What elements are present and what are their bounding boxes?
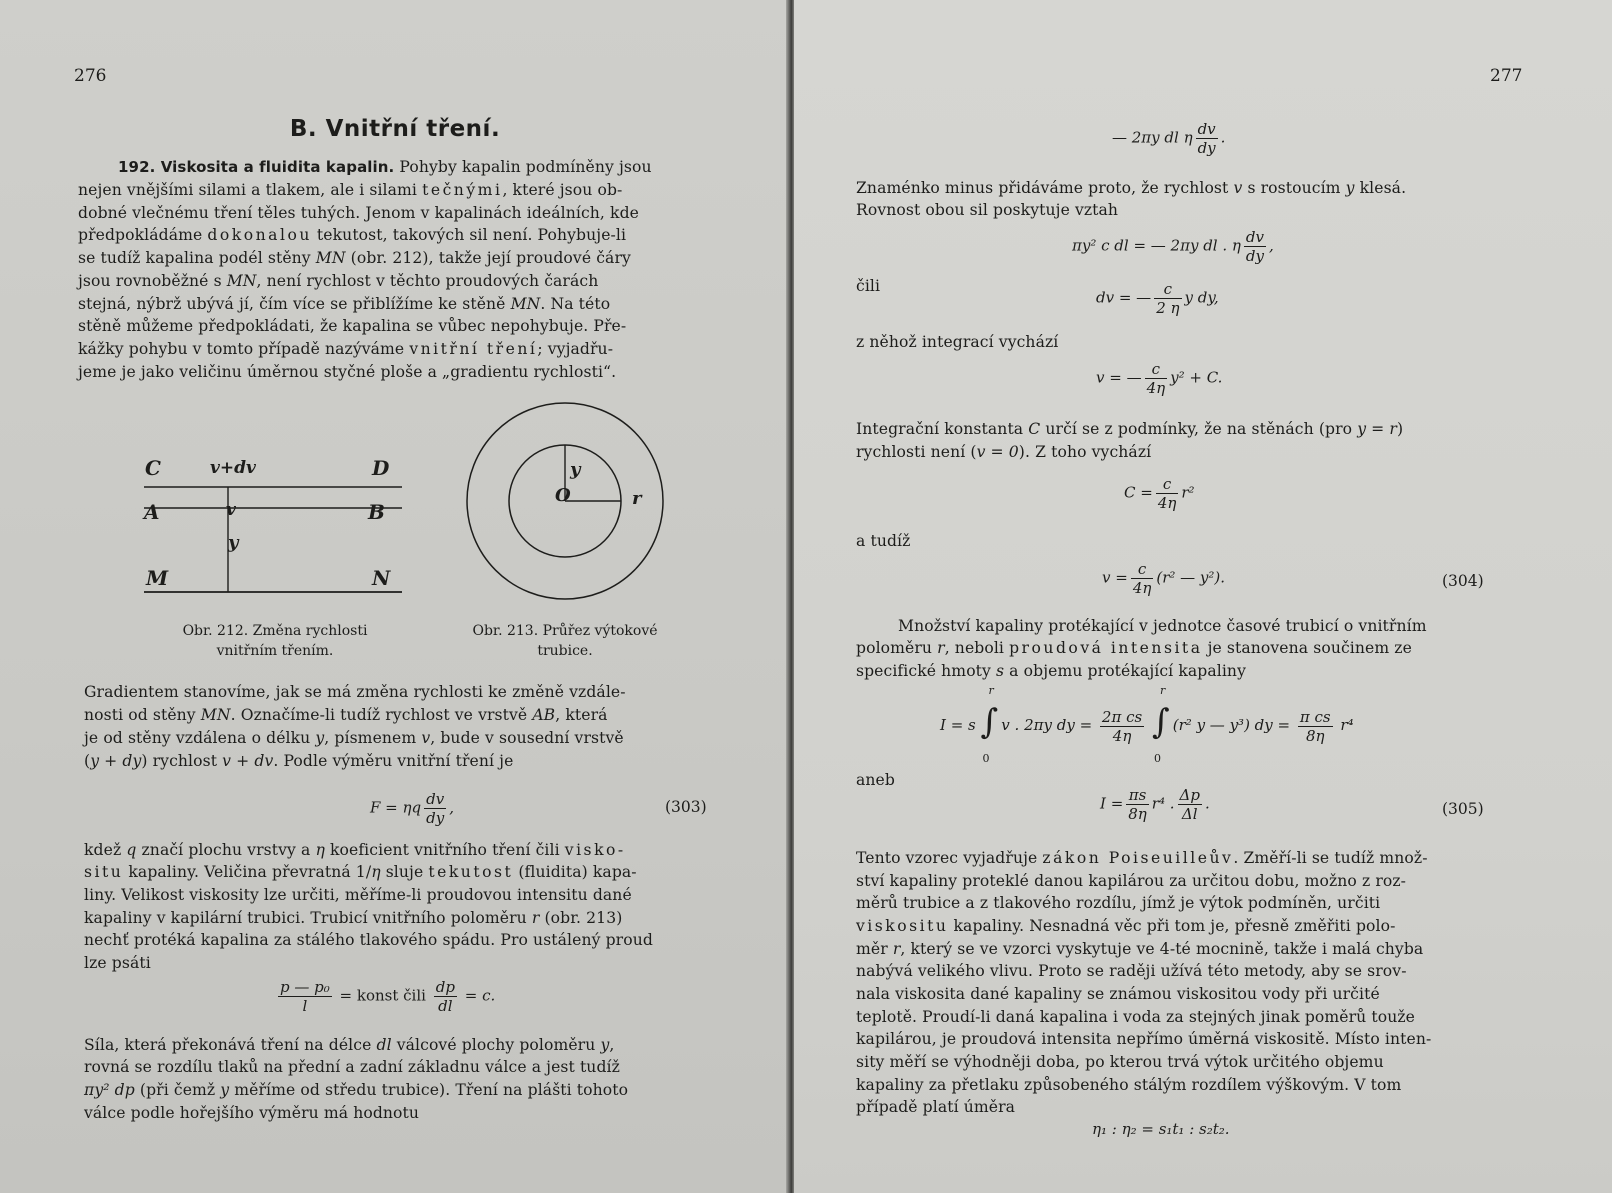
equation-konst: $\frac{\text{p — p₀}}{l}$ = konst čili $\frac{dp}{dl}$ = c. [280, 978, 496, 1015]
label-y-213: y [570, 459, 581, 480]
text-line: rovná se rozdílu tlaků na přední a zadní základnu válce a jest tudíž [84, 1058, 620, 1076]
text-line: nabývá velikého vlivu. Proto se raději užívá této metody, aby se srov- [856, 962, 1407, 980]
text-line: Znaménko minus přidáváme proto, že rychlost v s rostoucím y klesá. [856, 179, 1407, 197]
integral-sign-1: ∫ r 0 [980, 684, 999, 765]
page-number-right: 277 [1490, 66, 1523, 86]
integral-sign-2: ∫ r 0 [1151, 684, 1170, 765]
text-znehoz: z něhož integrací vychází [856, 333, 1059, 351]
text-line: ství kapaliny proteklé danou kapilárou za určitou dobu, možno z roz- [856, 872, 1407, 890]
equation-I: I = s ∫ r 0 v . 2πy dy = $\frac{\text{2π cs}}{4\eta}$ ∫ r 0 (r² y — y³) dy = $\frac{\text{π cs}}{8\eta}$ r⁴ [940, 684, 1354, 765]
text-line: kapaliny za přetlaku způsobeného stálým rozdílem výškovým. V tom [856, 1076, 1402, 1094]
equation-305: I = $\frac{\pi s}{8\eta}$ r⁴ . $\frac{\Delta p}{\Delta l}$ . [1100, 786, 1210, 823]
text-line: poloměru r, neboli proudová intensita je stanovena součinem ze [856, 639, 1412, 657]
label-C: C [145, 456, 161, 480]
equation-number-303: (303) [665, 798, 707, 816]
text-line: Množství kapaliny protékající v jednotce časové trubicí o vnitřním [898, 617, 1427, 635]
label-B: B [368, 500, 385, 524]
label-v: v [226, 500, 236, 520]
text-line: stěně můžeme předpokládati, že kapalina se vůbec nepohybuje. Pře- [78, 317, 627, 335]
velocity-layers-diagram [140, 455, 410, 605]
text-line: měrů trubice a z tlakového rozdílu, jímž je výtok podmíněn, určiti [856, 894, 1381, 912]
label-N: N [372, 566, 391, 590]
equation-304: v = $\frac{c}{4\eta}$ (r² — y²). [1102, 560, 1226, 597]
text-line: nechť protéká kapalina za stálého tlakového spádu. Pro ustálený proud [84, 931, 653, 949]
text-line: nejen vnějšími silami a tlakem, ale i silami tečnými, které jsou ob- [78, 181, 623, 199]
text-line: Integrační konstanta C určí se z podmínky, že na stěnách (pro y = r) [856, 420, 1404, 438]
page-number-left: 276 [74, 66, 107, 86]
text-line: dobné vlečnému tření těles tuhých. Jenom v kapalinách ideálních, kde [78, 204, 640, 222]
equation-v: v = — $\frac{c}{4\eta}$ y² + C. [1096, 360, 1223, 397]
equation-dv: dv = — $\frac{c}{2 \eta}$ y dy, [1096, 280, 1219, 317]
label-O: O [555, 485, 571, 506]
text-line: nosti od stěny MN. Označíme-li tudíž rychlost ve vrstvě AB, která [84, 706, 608, 724]
text-line: kapaliny v kapilární trubici. Trubicí vnitřního poloměru r (obr. 213) [84, 909, 623, 927]
label-A: A [144, 500, 160, 524]
right-page [794, 0, 1612, 1193]
label-D: D [372, 456, 390, 480]
equation-number-304: (304) [1442, 572, 1484, 590]
text-line: měr r, který se ve vzorci vyskytuje ve 4-té mocnině, takže i malá chyba [856, 940, 1424, 958]
text-line: případě platí úměra [856, 1098, 1016, 1116]
text-cili: čili [856, 277, 881, 295]
text-line: (y + dy) rychlost v + dv. Podle výměru vnitřní tření je [84, 752, 514, 770]
text-line: situ kapaliny. Veličina převratná 1/η sluje tekutost (fluidita) kapa- [84, 863, 637, 881]
caption-212: Obr. 212. Změna rychlosti vnitřním třením. [182, 623, 368, 659]
section-title: B. Vnitřní tření. [289, 116, 501, 142]
text-line: kážky pohybu v tomto případě nazýváme vnitřní tření; vyjadřu- [78, 340, 614, 358]
text-line: sity měří se výhodněji doba, po kterou trvá výtok určitého objemu [856, 1053, 1384, 1071]
text-line: 192. Viskosita a fluidita kapalin. Pohyby kapalin podmíněny jsou [118, 158, 652, 176]
text-line: předpokládáme dokonalou tekutost, takových sil není. Pohybuje-li [78, 226, 627, 244]
text-aneb: aneb [856, 771, 895, 789]
text-line: rychlosti není (v = 0). Z toho vychází [856, 443, 1152, 461]
equation-ratio: η₁ : η₂ = s₁t₁ : s₂t₂. [1092, 1120, 1230, 1138]
text-line: Tento vzorec vyjadřuje zákon Poiseuilleův. Změří-li se tudíž množ- [856, 849, 1428, 867]
equation-friction: — 2πy dl η $\frac{dv}{dy}$ . [1112, 120, 1226, 157]
text-line: jsou rovnoběžné s MN, není rychlost v těchto proudových čarách [78, 272, 599, 290]
tube-cross-section-diagram [462, 400, 692, 620]
text-line: kdež q značí plochu vrstvy a η koeficient vnitřního tření čili visko- [84, 841, 626, 859]
text-line: kapilárou, je proudová intensita nepřímo úměrná viskositě. Místo inten- [856, 1030, 1432, 1048]
text-line: Gradientem stanovíme, jak se má změna rychlosti ke změně vzdále- [84, 683, 626, 701]
equation-rovnost: πy² c dl = — 2πy dl . η $\frac{dv}{dy}$ , [1072, 228, 1274, 265]
text-line: viskositu kapaliny. Nesnadná věc při tom je, přesně změřiti polo- [856, 917, 1396, 935]
equation-303: F = ηq $\frac{dv}{dy}$ , [370, 790, 454, 827]
text-line: se tudíž kapalina podél stěny MN (obr. 212), takže její proudové čáry [78, 249, 631, 267]
text-line: lze psáti [84, 954, 151, 972]
text-line: πy² dp (při čemž y měříme od středu trubice). Tření na plášti tohoto [84, 1081, 629, 1099]
text-line: stejná, nýbrž ubývá jí, čím více se přiblížíme ke stěně MN. Na této [78, 295, 611, 313]
text-line: specifické hmoty s a objemu protékající kapaliny [856, 662, 1246, 680]
text-line: liny. Velikost viskosity lze určiti, měříme-li proudovou intensitu dané [84, 886, 632, 904]
text-line: teplotě. Proudí-li daná kapalina i voda za stejných jinak poměrů touže [856, 1008, 1415, 1026]
label-y: y [228, 532, 239, 553]
caption-213: Obr. 213. Průřez výtokové trubice. [472, 623, 658, 659]
text-line: nala viskosita dané kapaliny se známou viskositou vody při určité [856, 985, 1380, 1003]
text-atudiz: a tudíž [856, 532, 911, 550]
text-line: Rovnost obou sil poskytuje vztah [856, 201, 1119, 219]
text-line: je od stěny vzdálena o délku y, písmenem v, bude v sousední vrstvě [84, 729, 624, 747]
equation-number-305: (305) [1442, 800, 1484, 818]
text-line: válce podle hořejšího výměru má hodnotu [84, 1104, 420, 1122]
label-r: r [632, 488, 642, 509]
label-v-plus-dv: v+dv [210, 458, 256, 478]
text-line: Síla, která překonává tření na délce dl válcové plochy poloměru y, [84, 1036, 615, 1054]
label-M: M [146, 566, 169, 590]
equation-C: C = $\frac{c}{4\eta}$ r² [1124, 475, 1195, 512]
text-line: jeme je jako veličinu úměrnou styčné ploše a „gradientu rychlosti“. [78, 363, 617, 381]
left-page [0, 0, 790, 1193]
